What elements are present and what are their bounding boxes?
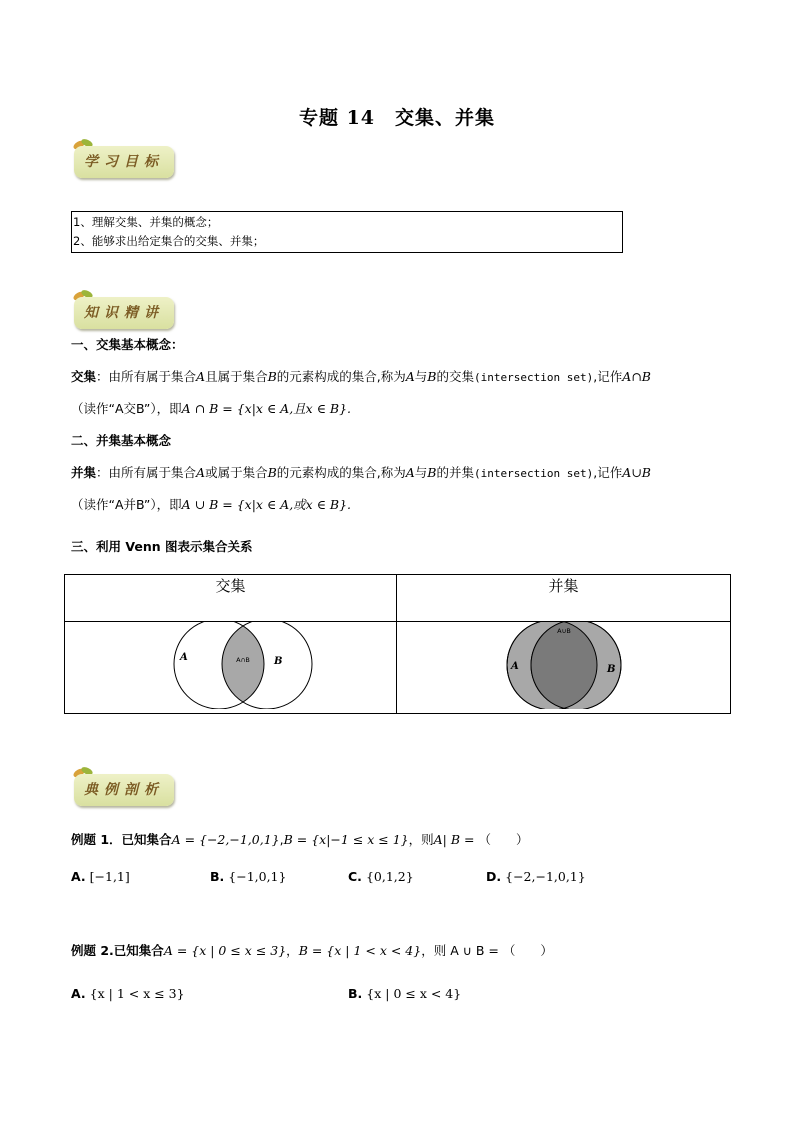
venn-table xyxy=(64,574,731,714)
union-venn-diagram xyxy=(397,622,730,709)
goal-item: 1、理解交集、并集的概念； xyxy=(73,215,219,229)
var-b: B xyxy=(427,369,437,384)
section2-heading: 二、并集基本概念 xyxy=(71,433,172,448)
example1-option[interactable]: A. [−1,1] xyxy=(71,869,130,884)
venn-header-union: 并集 xyxy=(397,575,731,622)
example2-option[interactable]: B. {x | 0 ≤ x < 4} xyxy=(348,986,462,1001)
label-b: B xyxy=(607,664,616,675)
badge-knowledge: 知识精讲 xyxy=(74,297,174,329)
badge-learning-goals: 学习目标 xyxy=(74,146,174,178)
section2-definition: 并集：由所有属于集合A或属于集合B的元素构成的集合,称为A与B的并集(intersection set),记作A∪B xyxy=(71,465,651,480)
label-a: A xyxy=(180,652,188,663)
venn-cell-intersection xyxy=(65,622,397,714)
goal-item: 2、能够求出给定集合的交集、并集； xyxy=(73,234,265,248)
example1-option[interactable]: B. {−1,0,1} xyxy=(210,869,287,884)
intersection-notation: A∩B xyxy=(622,369,651,384)
label-union: A∪B xyxy=(557,627,571,635)
label-b: B xyxy=(274,656,283,667)
section3-heading: 三、利用 Venn 图表示集合关系 xyxy=(71,539,253,554)
example2-question: 例题 2.已知集合A = {x | 0 ≤ x ≤ 3}，B = {x | 1 < x < 4}，则 A ∪ B = （ ） xyxy=(71,943,553,958)
section1-reading: （读作“A交B”），即A ∩ B = {x|x ∈ A,且x ∈ B}. xyxy=(71,401,352,416)
venn-cell-union xyxy=(397,622,731,714)
term-union: 并集 xyxy=(71,465,97,480)
example1-option[interactable]: D. {−2,−1,0,1} xyxy=(486,869,586,884)
var-b: B xyxy=(267,369,277,384)
label-a: A xyxy=(511,661,519,672)
venn-header-intersection: 交集 xyxy=(65,575,397,622)
example2-set-a: A = {x | 0 ≤ x ≤ 3} xyxy=(163,943,287,958)
example1-set-b: B = {x|−1 ≤ x ≤ 1} xyxy=(283,832,409,847)
page-title: 专题 14 交集、并集 xyxy=(298,107,496,129)
badge-examples: 典例剖析 xyxy=(74,774,174,806)
example2-set-b: B = {x | 1 < x < 4} xyxy=(298,943,422,958)
example1-option[interactable]: C. {0,1,2} xyxy=(348,869,414,884)
example2-option[interactable]: A. {x | 1 < x ≤ 3} xyxy=(71,986,185,1001)
union-notation: A∪B xyxy=(622,465,651,480)
var-a: A xyxy=(196,369,206,384)
example1-question: 例题 1．已知集合A = {−2,−1,0,1},B = {x|−1 ≤ x ≤ 1}，则A| B = （ ） xyxy=(71,832,529,847)
intersection-venn-diagram xyxy=(65,622,396,709)
term-intersection: 交集 xyxy=(71,369,97,384)
label-intersection: A∩B xyxy=(236,656,250,664)
section1-definition: 交集：由所有属于集合A且属于集合B的元素构成的集合,称为A与B的交集(intersection set),记作A∩B xyxy=(71,369,651,384)
union-formula: A ∪ B = {x|x ∈ A,或x ∈ B}. xyxy=(181,497,352,512)
intersection-formula: A ∩ B = {x|x ∈ A,且x ∈ B}. xyxy=(181,401,352,416)
section1-heading: 一、交集基本概念： xyxy=(71,337,184,352)
section2-reading: （读作“A并B”），即A ∪ B = {x|x ∈ A,或x ∈ B}. xyxy=(71,497,352,512)
goals-box xyxy=(71,211,623,253)
var-a: A xyxy=(405,369,415,384)
example1-set-a: A = {−2,−1,0,1} xyxy=(171,832,280,847)
